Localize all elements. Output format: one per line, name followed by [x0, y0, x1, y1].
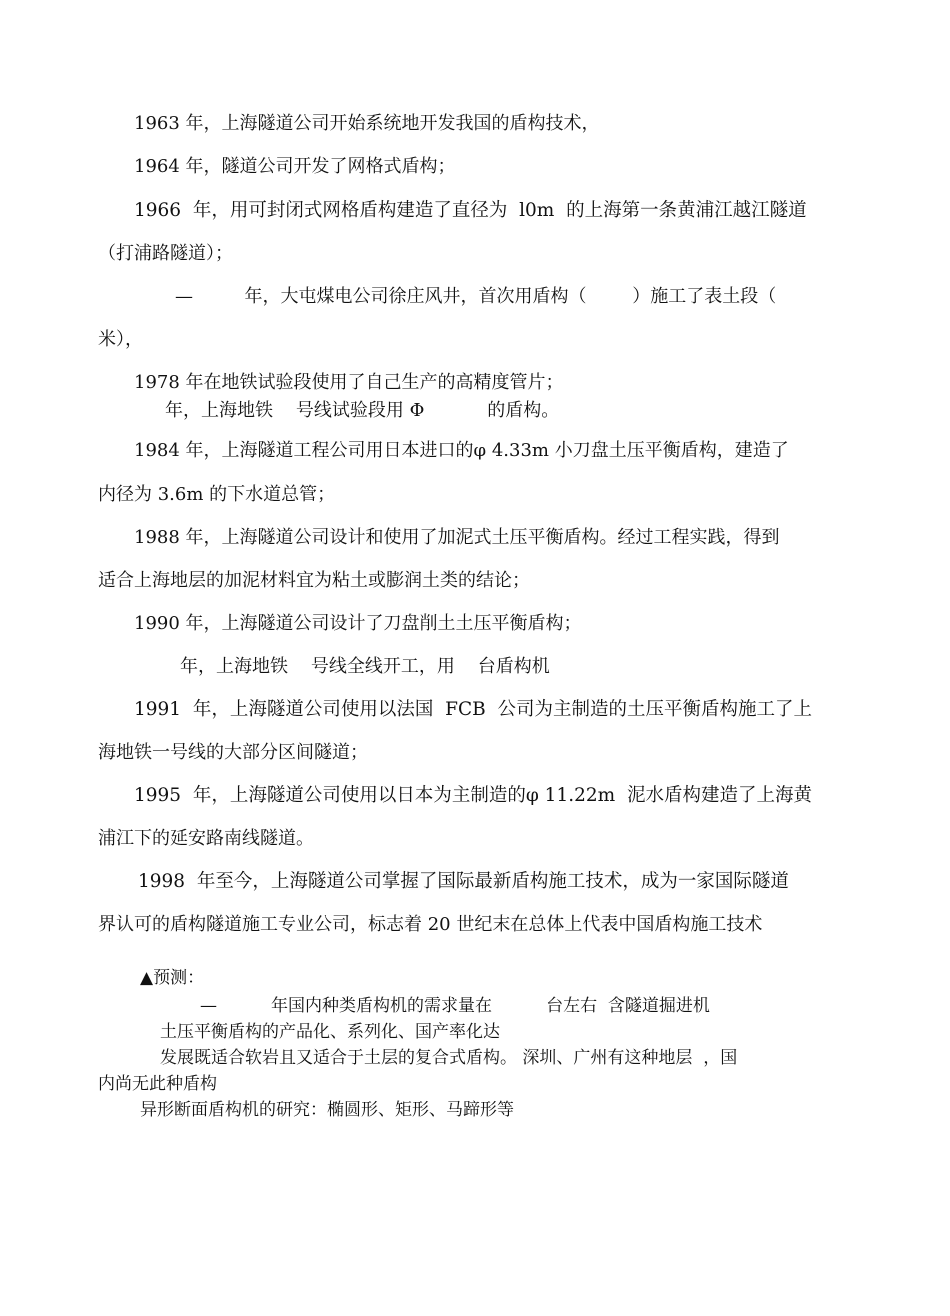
timeline-line-1988-cont: 适合上海地层的加泥材料宜为粘土或膨润土类的结论；: [98, 570, 530, 591]
timeline-line-1978: 1978 年在地铁试验段使用了自己生产的高精度管片；: [134, 372, 564, 393]
timeline-line-1995-cont: 浦江下的延安路南线隧道。: [98, 828, 314, 849]
timeline-line-1964: 1964 年，隧道公司开发了网格式盾构；: [134, 156, 456, 177]
timeline-line-metro-test: 年，上海地铁 号线试验段用 Φ 的盾构。: [165, 400, 560, 421]
forecast-line-demand: — 年国内种类盾构机的需求量在 台左右 含隧道掘进机: [200, 996, 710, 1016]
timeline-line-1966: 1966 年，用可封闭式网格盾构建造了直径为 l0m 的上海第一条黄浦江越江隧道: [134, 200, 807, 221]
timeline-line-1988: 1988 年，上海隧道公司设计和使用了加泥式土压平衡盾构。经过工程实践，得到: [134, 527, 780, 548]
timeline-line-metro-full: 年，上海地铁 号线全线开工，用 台盾构机: [180, 656, 550, 677]
forecast-line-special-section: 异形断面盾构机的研究：椭圆形、矩形、马蹄形等: [140, 1100, 514, 1120]
timeline-line-1991: 1991 年，上海隧道公司使用以法国 FCB 公司为主制造的土压平衡盾构施工了上: [134, 699, 812, 720]
timeline-line-xuzhuang-cont: 米），: [98, 329, 143, 350]
timeline-line-1998: 1998 年至今，上海隧道公司掌握了国际最新盾构施工技术，成为一家国际隧道: [138, 871, 789, 892]
forecast-line-composite-cont: 内尚无此种盾构: [98, 1074, 217, 1094]
forecast-line-epb: 土压平衡盾构的产品化、系列化、国产率化达: [160, 1022, 500, 1042]
forecast-heading: ▲预测：: [140, 968, 205, 988]
timeline-line-1991-cont: 海地铁一号线的大部分区间隧道；: [98, 742, 368, 763]
timeline-line-xuzhuang: — 年，大屯煤电公司徐庄风井，首次用盾构（ ）施工了表土段（: [175, 286, 777, 307]
timeline-line-1984-cont: 内径为 3.6m 的下水道总管；: [98, 484, 336, 505]
timeline-line-1984: 1984 年，上海隧道工程公司用日本进口的φ 4.33m 小刀盘土压平衡盾构，建造了: [134, 440, 789, 461]
timeline-line-1995: 1995 年，上海隧道公司使用以日本为主制造的φ 11.22m 泥水盾构建造了上海黄: [134, 785, 812, 806]
timeline-line-1990: 1990 年，上海隧道公司设计了刀盘削土土压平衡盾构；: [134, 613, 582, 634]
timeline-line-1966-cont: （打浦路隧道）；: [98, 243, 233, 264]
forecast-line-composite: 发展既适合软岩且又适合于土层的复合式盾构。 深圳、广州有这种地层 ，国: [160, 1048, 738, 1068]
timeline-line-1998-cont: 界认可的盾构隧道施工专业公司，标志着 20 世纪末在总体上代表中国盾构施工技术: [98, 914, 763, 935]
timeline-line-1963: 1963 年，上海隧道公司开始系统地开发我国的盾构技术，: [134, 113, 600, 134]
